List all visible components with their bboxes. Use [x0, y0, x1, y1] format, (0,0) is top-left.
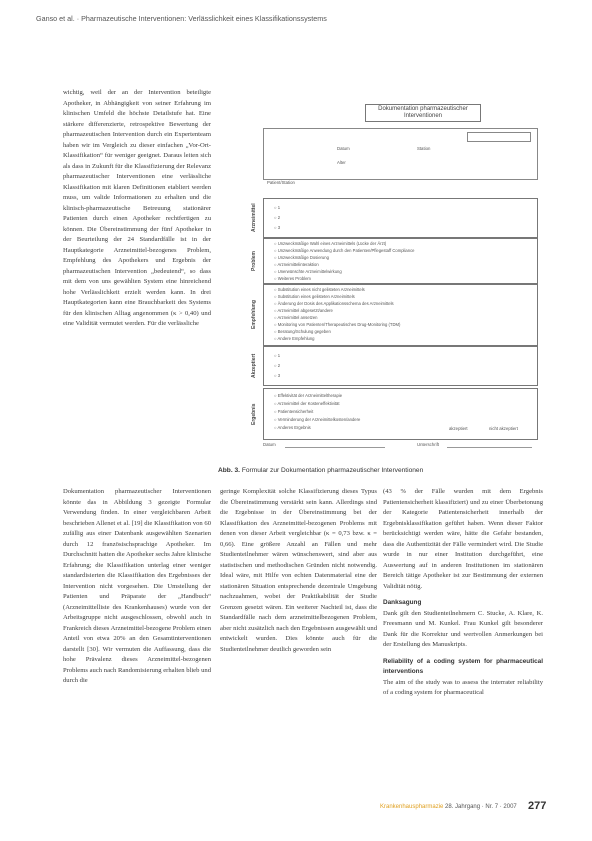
sex-box — [467, 132, 531, 142]
section-label: Arzneimittel — [251, 203, 257, 233]
section-label: Ergebnis — [251, 403, 257, 425]
footer: Krankenhauspharmazie 28. Jahrgang · Nr. 7 · 2007 — [380, 804, 517, 810]
form-option: ○ Änderung der Dosis des Applikationsschema des Arzneimittels — [274, 301, 394, 306]
page-number: 277 — [528, 800, 547, 812]
form-date-label: Datum — [263, 442, 276, 447]
form-option: ○ Unzweckmäßige Anwendung durch den Patienten/Pflegestaff Compliance — [274, 248, 415, 253]
figure-caption: Abb. 3. Formular zur Dokumentation pharmazeutischer Interventionen — [218, 467, 424, 474]
section-ergebnis — [251, 388, 538, 440]
column-3: (43 % der Fälle wurden mit dem Ergebnis Patientensicherheit klassifiziert) und zu einer Überbetonung der Kategorie Patientensicherheit innerhalb der Ergebnisklassifikation geführt haben. Wenn dieser Faktor berücksichtigt werden wäre, hätte die Gefahr bestanden, dass die Authentizität der Fälle vermindert wird. Die Studie wurde in nur einer Institution durchgeführt, eine Auswertung auf in anderen Institutionen im stationären Bereich tätige Apotheker ist zur Bestimmung der externen Validität nötig. Danksagung Dank gilt den Studienteilnehmern C. Stucke, A. Klare, K. Freesmann und M. Kunkel. Frau Kunkel gilt besonderer Dank für die Korrektur und wertvollen Anmerkungen bei der Erstellung des Manuskripts. Reliability of a coding system for pharmaceutical interventions The aim of the study was to assess the interrater reliability of a coding system for pharmaceutical — [383, 487, 543, 699]
form-option: ○ Anderes Ergebnis — [274, 425, 311, 430]
not-accepted-label: nicht akzeptiert — [489, 426, 518, 431]
ack-heading: Danksagung — [383, 599, 422, 606]
form-option: ○ Unerwünschte Arzneimittelwirkung — [274, 269, 342, 274]
section-empfehlung — [251, 284, 538, 346]
accepted-label: akzeptiert — [449, 426, 468, 431]
form-option: ○ Unzweckmäßige Dosierung — [274, 255, 329, 260]
documentation-form-figure — [247, 98, 540, 450]
column-2: geringe Komplexität solche Klassifizierung dieses Typus die Übereinstimmung verstärkt sein kann. Allerdings sind die Ergebnisse in der Übereinstimmung bei der Klassifikation des Arzneimittel-bezogenen Problems mit denen von dieser Arbeit vergleichbar (κ = 0,73 bzw. κ = 0,66). Eine größere Anzahl an Fällen und mehr Studienteilnehmer wären wünschenswert, sind aber aus statistischen und methodischen Gründen nicht notwendig. Ideal wäre, mit Hilfe von echten Datenmaterial eine der stationären Situation entsprechende dezentrale Umgebung nachzuahmen, wobei der Praktikabilität der Studie Grenzen gesetzt wären. Ein weiterer Nachteil ist, dass die Standardfälle nach dem arzneimittelbezogenen Problem, aber nicht zusätzlich nach den Ergebnissen ausgewählt und entwickelt wurden. Dies könnte auch für die Studienteilnehmer deutlich geworden sein — [220, 488, 377, 653]
section-label: Akzeptiert — [251, 353, 257, 379]
signature-label: Unterschrift — [417, 442, 439, 447]
form-option: ○ Monitoring von Patienten/Therapeutisches Drug-Monitoring (TDM) — [274, 322, 400, 327]
form-option: ○ 3 — [274, 373, 280, 378]
date-label: Datum — [337, 146, 350, 151]
section-arzneimittel — [251, 198, 538, 238]
form-title: Dokumentation pharmazeutischer Interventionen — [365, 104, 481, 122]
form-option: ○ Arzneimittel der Kosteneffektivität — [274, 401, 340, 406]
form-option: ○ Effektivität der Arzneimitteltherapie — [274, 393, 342, 398]
section-label: Empfehlung — [251, 300, 257, 330]
section-problem — [251, 238, 538, 284]
form-option: ○ Andere Empfehlung — [274, 336, 314, 341]
section-akzeptiert — [251, 346, 538, 386]
age-label: Alter — [337, 160, 346, 165]
date-line — [285, 447, 385, 448]
patient-label: Patient/Station — [267, 180, 295, 185]
form-option: ○ 2 — [274, 363, 280, 368]
form-option: ○ Patientensicherheit — [274, 409, 313, 414]
abstract-heading: Reliability of a coding system for pharmaceutical interventions — [383, 657, 543, 675]
form-option: ○ 2 — [274, 215, 280, 220]
form-option: ○ Arzneimittelinteraktion — [274, 262, 319, 267]
form-option: ○ Verminderung der Arzneimittelkosten/andere — [274, 417, 360, 422]
section-label: Problem — [251, 251, 257, 272]
form-option: ○ Substitution eines gelisteten Arzneimittels — [274, 294, 355, 299]
ack-text: Dank gilt den Studienteilnehmern C. Stucke, A. Klare, K. Freesmann und M. Kunkel. Frau Kunkel gilt besonderer Dank für die Korrektur und wertvollen Anmerkungen bei der Erstellung des Manuskripts. — [383, 609, 543, 648]
form-option: ○ 1 — [274, 205, 280, 210]
form-option: ○ 3 — [274, 225, 280, 230]
abstract-text: The aim of the study was to assess the interrater reliability of a coding system for pharmaceutical — [383, 678, 543, 696]
form-option: ○ 1 — [274, 353, 280, 358]
form-option: ○ Substitution eines nicht gelisteten Arzneimittels — [274, 287, 365, 292]
station-label: Station — [417, 146, 431, 151]
form-option: ○ Arzneimittel ansetzen — [274, 315, 318, 320]
signature-line — [447, 447, 532, 448]
column-1-bottom: Dokumentation pharmazeutischer Interventionen könnte das in Abbildung 3 gezeigte Formular Verwendung finden. In einer vergleichbaren Arbeit beschrieben Allenet et al. [19] die Klassifikation von 60 zufällig aus einer Datenbank ausgewählten Szenarien durch 12 französischsprachige Apotheker. Im Durchschnitt hatten die Apotheker sechs Jahre klinische Erfahrung; die Klassifikation unterlag einer weniger standardisierten die Klassifikation des Ergebnisses der Intervention nicht vorgesehen. Die Umstellung der Patienten und Präparate der „Handbuch“ (Arzneimittelliste des Krankenhauses) wurde von der Arbeitsgruppe nicht ausgeschlossen, obwohl auch in Frankreich dieses Arzneimittel-bezogene Problem einen Anteil von etwa 20% an den Gesamtinterventionen darstellt [30]. Wir vermuten die Auffassung, dass die hohe Prävalenz dieses Arzneimittel-bezogenen Problems auch nach Randomisierung erhalten blieb und durch die — [63, 488, 211, 684]
column-1-top: wichtig, weil der an der Intervention beteiligte Apotheker, in Abhängigkeit von seiner Erfahrung im klinischen Umfeld die höchste Detailstufe hat. Eine stärkere differenzierte, retrospektive Bewertung der pharmazeutischen Intervention durch ein Expertenteam haben wir im Vergleich zu dieser einfachen „Vor-Ort-Klassifikation“ für weniger geeignet. Daraus leiten sich als dass in Zukunft für die Klassifizierung der Relevanz pharmazeutischer Interventionen eine verlässliche Klassifikation mit klaren Definitionen etabliert werden muss, um valide Informationen zu erhalten und die klinisch-pharmazeutische Betreuung stationärer Patienten durch einen Apotheker rechtfertigen zu können. Die Übereinstimmung der fünf Apotheker in der Beurteilung der 24 Standardfälle ist in der Hauptkategorie Arzneimittel-bezogenes Problem, Empfehlung des Apothekers und Ergebnis der pharmazeutischen Intervention „bedeutend“, so dass mit dem von uns gewählten System eine hinreichend hohe Verlässlichkeit erzielt werden kann. In drei Hauptkategorien kann eine Brauchbarkeit des Systems für den klinischen Alltag angenommen (κ > 0,40) und eine Validität vermutet werden. Für die verlässliche — [63, 89, 211, 327]
form-option: ○ Beratung/Schulung gegeben — [274, 329, 331, 334]
form-option: ○ Arzneimittel abgesetzt/andere — [274, 308, 333, 313]
form-option: ○ Weiteres Problem — [274, 276, 311, 281]
running-header: Ganso et al. · Pharmazeutische Interventionen: Verlässlichkeit eines Klassifikationssystems — [36, 14, 327, 23]
form-option: ○ Unzweckmäßige Wahl eines Arzneimittels (Lücke der Ärzt) — [274, 241, 386, 246]
